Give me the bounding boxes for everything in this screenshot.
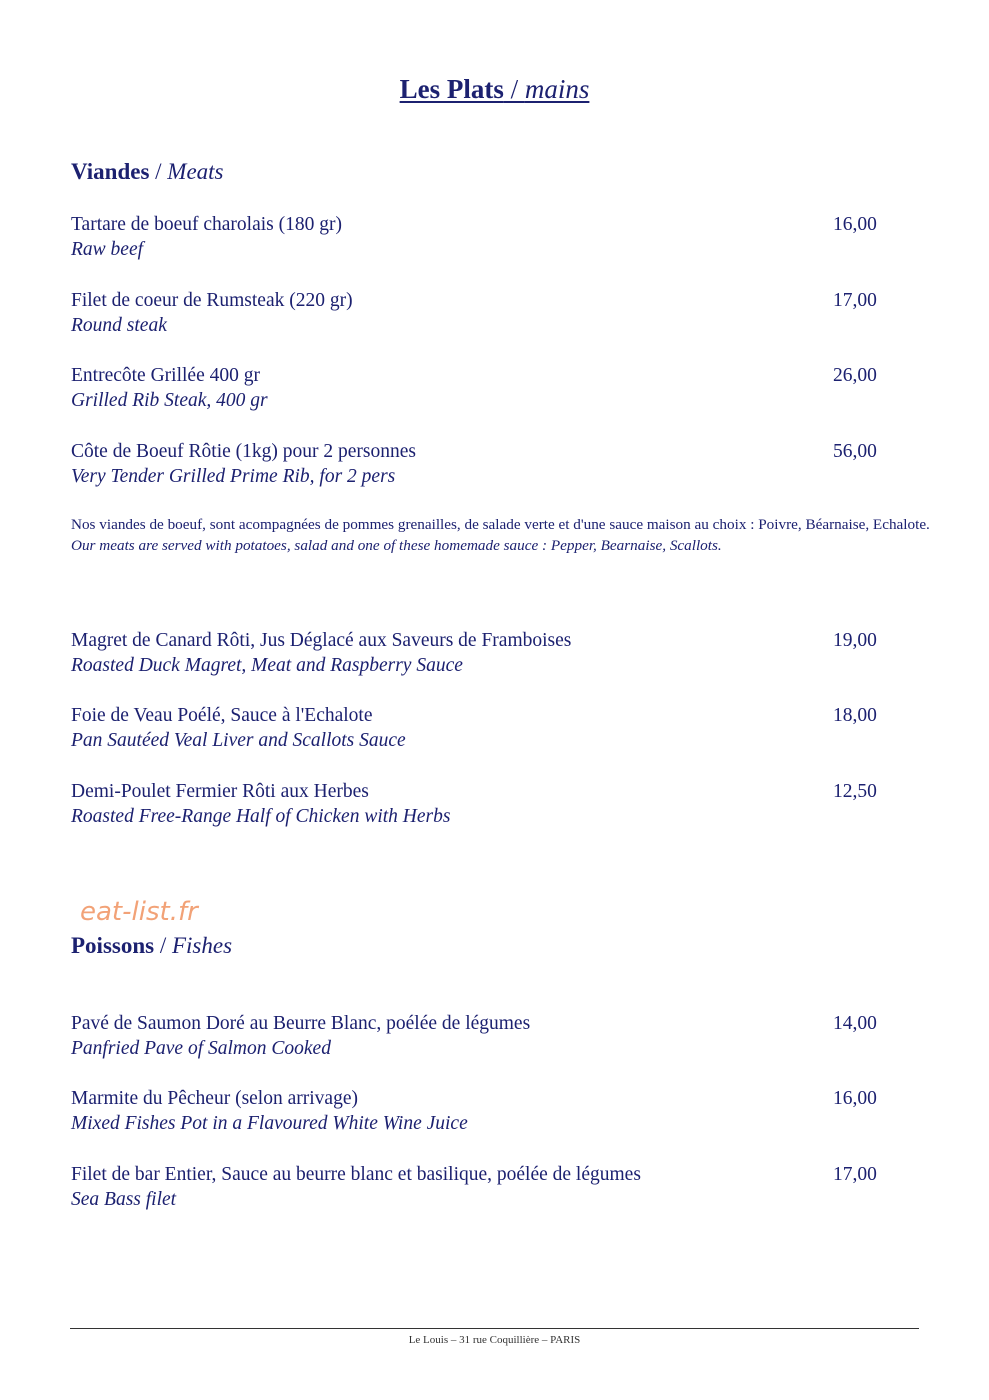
meats-heading-fr: Viandes <box>71 159 150 184</box>
item-name-fr: Tartare de boeuf charolais (180 gr) <box>71 214 342 235</box>
item-name-fr: Entrecôte Grillée 400 gr <box>71 365 260 386</box>
title-english: mains <box>524 74 590 104</box>
item-price: 16,00 <box>833 1088 877 1109</box>
menu-item-cote-de-boeuf <box>71 439 891 489</box>
menu-item-marmite <box>71 1086 891 1136</box>
menu-item-saumon <box>71 1011 891 1061</box>
item-name-en: Mixed Fishes Pot in a Flavoured White Wine Juice <box>71 1113 468 1134</box>
item-price: 18,00 <box>833 705 877 726</box>
item-name-en: Very Tender Grilled Prime Rib, for 2 pers <box>71 466 396 487</box>
item-name-fr: Magret de Canard Rôti, Jus Déglacé aux Saveurs de Framboises <box>71 630 572 651</box>
watermark: eat-list.fr <box>80 897 198 927</box>
item-name-fr: Pavé de Saumon Doré au Beurre Blanc, poélée de légumes <box>71 1013 531 1034</box>
item-name-en: Pan Sautéed Veal Liver and Scallots Sauce <box>71 730 406 751</box>
page-title <box>0 72 989 106</box>
item-price: 56,00 <box>833 441 877 462</box>
item-name-en: Grilled Rib Steak, 400 gr <box>71 390 268 411</box>
item-name-en: Panfried Pave of Salmon Cooked <box>71 1038 331 1059</box>
footer-divider <box>70 1328 919 1329</box>
meat-accompaniment-note <box>71 514 931 556</box>
item-name-en: Sea Bass filet <box>71 1189 177 1210</box>
item-name-fr: Foie de Veau Poélé, Sauce à l'Echalote <box>71 705 373 726</box>
item-price: 14,00 <box>833 1013 877 1034</box>
note-fr: Nos viandes de boeuf, sont acompagnées de pommes grenailles, de salade verte et d'une sauce maison au choix : Poivre, Béarnaise, Echalote. <box>71 516 930 533</box>
menu-item-entrecote <box>71 363 891 413</box>
item-price: 19,00 <box>833 630 877 651</box>
title-separator: / <box>503 74 525 104</box>
item-name-fr: Côte de Boeuf Rôtie (1kg) pour 2 personnes <box>71 441 416 462</box>
fishes-heading-separator: / <box>154 933 172 958</box>
item-price: 16,00 <box>833 214 877 235</box>
section-heading-meats <box>71 158 224 186</box>
item-name-en: Round steak <box>71 315 167 336</box>
menu-item-magret <box>71 628 891 678</box>
fishes-heading-en: Fishes <box>171 933 233 958</box>
item-price: 17,00 <box>833 290 877 311</box>
fishes-heading-fr: Poissons <box>71 933 155 958</box>
item-name-fr: Marmite du Pêcheur (selon arrivage) <box>71 1088 358 1109</box>
section-heading-fishes <box>71 932 232 960</box>
item-name-fr: Demi-Poulet Fermier Rôti aux Herbes <box>71 781 369 802</box>
item-name-fr: Filet de bar Entier, Sauce au beurre blanc et basilique, poélée de légumes <box>71 1164 641 1185</box>
item-price: 26,00 <box>833 365 877 386</box>
menu-item-rumsteak <box>71 288 891 338</box>
menu-item-filet-de-bar <box>71 1162 891 1212</box>
menu-item-foie-de-veau <box>71 703 891 753</box>
item-name-en: Roasted Free-Range Half of Chicken with Herbs <box>71 806 451 827</box>
menu-item-tartare <box>71 212 891 262</box>
item-name-en: Raw beef <box>71 239 144 260</box>
item-name-fr: Filet de coeur de Rumsteak (220 gr) <box>71 290 353 311</box>
item-name-en: Roasted Duck Magret, Meat and Raspberry Sauce <box>71 655 463 676</box>
menu-item-demi-poulet <box>71 779 891 829</box>
item-price: 12,50 <box>833 781 877 802</box>
item-price: 17,00 <box>833 1164 877 1185</box>
meats-heading-separator: / <box>149 159 168 184</box>
title-main: Les Plats <box>399 74 504 104</box>
meats-heading-en: Meats <box>167 159 224 184</box>
note-en: Our meats are served with potatoes, salad and one of these homemade sauce : Pepper, Bearnaise, Scallots. <box>71 537 722 554</box>
footer-address: Le Louis – 31 rue Coquillière – PARIS <box>408 1334 581 1346</box>
